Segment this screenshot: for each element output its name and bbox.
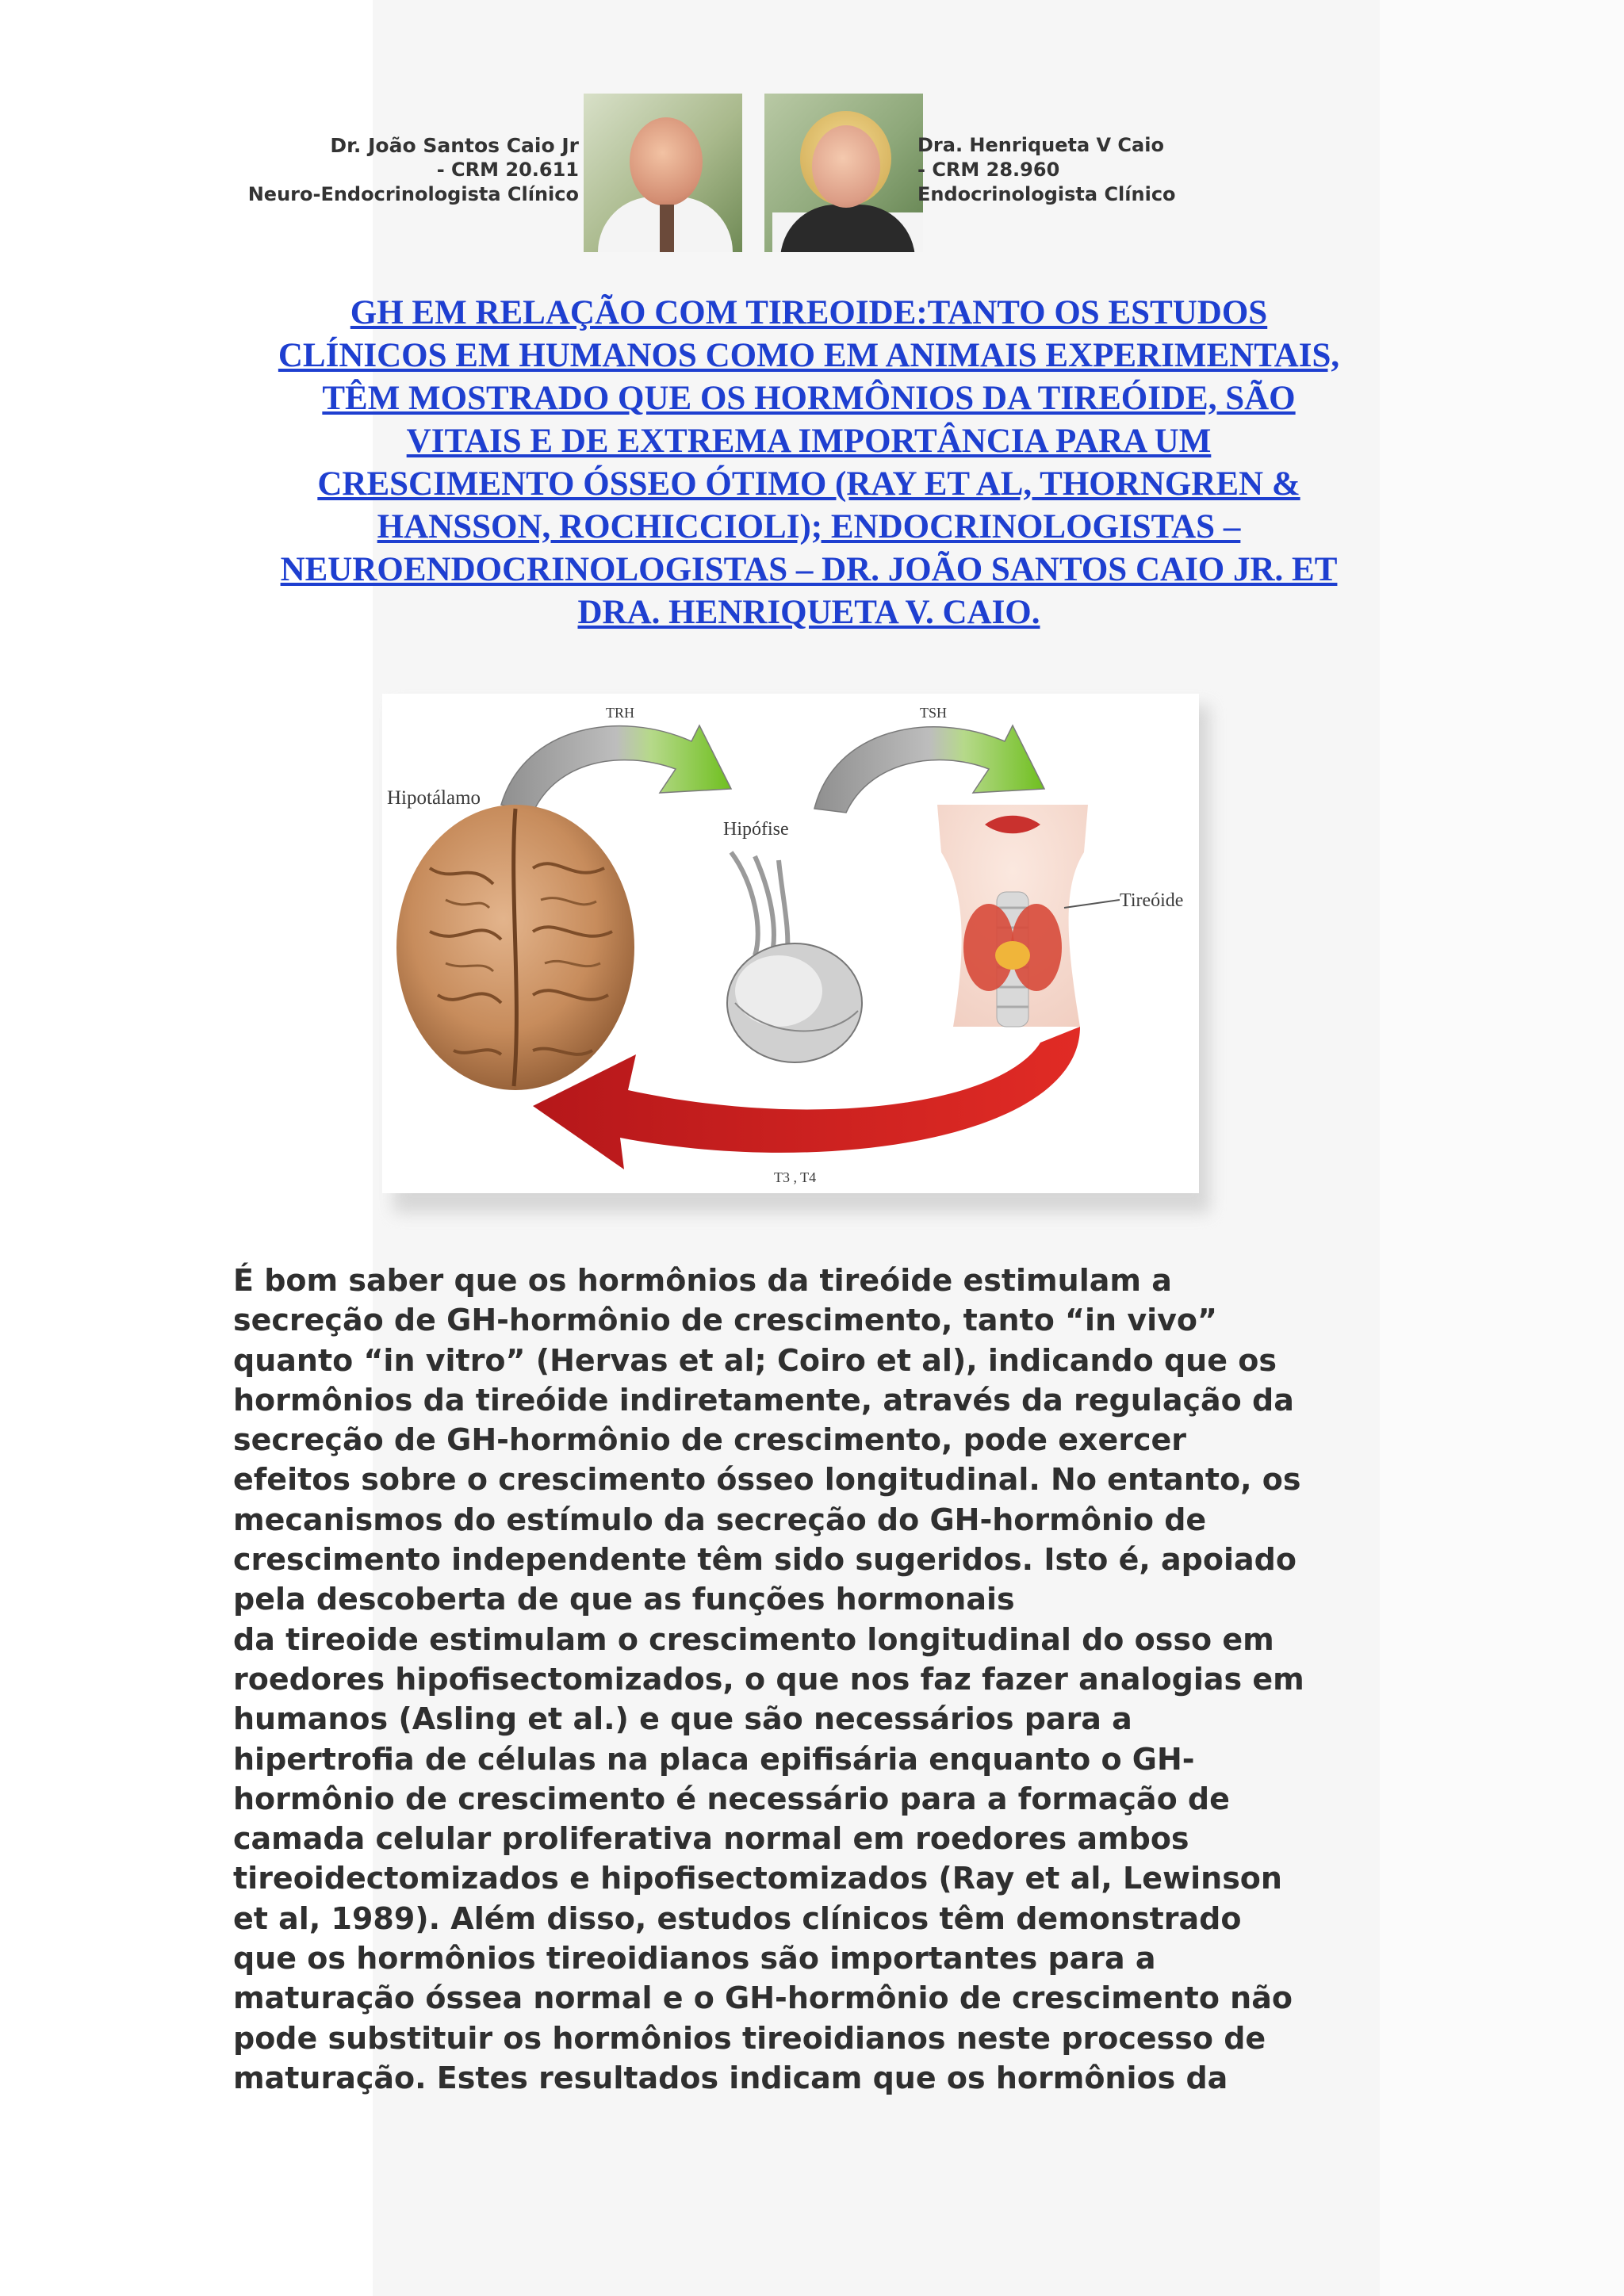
doctor2-photo [764, 94, 923, 252]
paragraph-line: maturação. Estes resultados indicam que os hormônios da [233, 2060, 1228, 2095]
neck-thyroid-illustration [937, 805, 1120, 1027]
paragraph-line: que os hormônios tireoidianos são importantes para a [233, 1941, 1156, 1976]
title-line: CLÍNICOS EM HUMANOS COMO EM ANIMAIS EXPERIMENTAIS, [278, 337, 1340, 374]
article-title-link[interactable] [230, 292, 1388, 634]
article-paragraph [233, 1261, 1423, 2098]
thyroid-axis-diagram [382, 694, 1199, 1193]
title-line: NEUROENDOCRINOLOGISTAS – DR. JOÃO SANTOS CAIO JR. ET [280, 551, 1338, 588]
paragraph-line: pode substituir os hormônios tireoidianos neste processo de [233, 2020, 1266, 2056]
brain-illustration [396, 805, 634, 1090]
paragraph-line: da tireoide estimulam o crescimento longitudinal do osso em [233, 1621, 1274, 1657]
doctor1-photo [584, 94, 742, 252]
title-line: GH EM RELAÇÃO COM TIREOIDE:TANTO OS ESTUDOS [350, 294, 1268, 331]
doctor2-crm: - CRM 28.960 [917, 159, 1060, 181]
pituitary-label: Hipófise [723, 819, 789, 840]
doctor1-specialty: Neuro-Endocrinologista Clínico [247, 183, 579, 205]
title-line: CRESCIMENTO ÓSSEO ÓTIMO (RAY ET AL, THORNGREN & [317, 465, 1300, 503]
paragraph-line: humanos (Asling et al.) e que são necessários para a [233, 1701, 1132, 1737]
doctor1-name: Dr. João Santos Caio Jr [330, 134, 579, 157]
paragraph-line: hipertrofia de células na placa epifisária enquanto o GH- [233, 1741, 1195, 1777]
doctor2-name: Dra. Henriqueta V Caio [917, 134, 1164, 156]
pituitary-illustration [727, 852, 862, 1062]
doctors-banner [238, 94, 1269, 252]
diagram-graphics [382, 694, 1199, 1193]
paragraph-line: et al, 1989). Além disso, estudos clínicos têm demonstrado [233, 1900, 1242, 1936]
paragraph-line: mecanismos do estímulo da secreção do GH-hormônio de [233, 1502, 1207, 1537]
thyroid-label: Tireóide [1120, 890, 1184, 911]
paragraph-line: maturação óssea normal e o GH-hormônio de crescimento não [233, 1980, 1293, 2016]
paragraph-line: efeitos sobre o crescimento ósseo longitudinal. No entanto, os [233, 1462, 1301, 1498]
title-line: DRA. HENRIQUETA V. CAIO. [577, 594, 1040, 631]
t3-t4-label: T3 , T4 [774, 1169, 817, 1185]
doctor1-crm: - CRM 20.611 [436, 159, 579, 181]
tsh-arrow [814, 725, 1044, 813]
title-line: TÊM MOSTRADO QUE OS HORMÔNIOS DA TIREÓIDE, SÃO [322, 380, 1296, 417]
paragraph-line: roedores hipofisectomizados, o que nos faz fazer analogias em [233, 1661, 1304, 1697]
doctor1-info [238, 133, 579, 207]
doctor2-specialty: Endocrinologista Clínico [917, 183, 1176, 205]
paragraph-line: crescimento independente têm sido sugeridos. Isto é, apoiado [233, 1542, 1297, 1578]
paragraph-line: hormônios da tireóide indiretamente, através da regulação da [233, 1382, 1294, 1418]
paragraph-line: É bom saber que os hormônios da tireóide estimulam a [233, 1263, 1172, 1298]
hypothalamus-label: Hipotálamo [387, 787, 481, 809]
paragraph-line: pela descoberta de que as funções hormonais [233, 1582, 1015, 1617]
paragraph-line: secreção de GH-hormônio de crescimento, pode exercer [233, 1422, 1187, 1458]
trh-arrow [501, 725, 731, 813]
paragraph-line: tireoidectomizados e hipofisectomizados (Ray et al, Lewinson [233, 1861, 1282, 1896]
title-line: HANSSON, ROCHICCIOLI); ENDOCRINOLOGISTAS – [377, 508, 1241, 545]
doctor2-info [917, 133, 1251, 207]
trh-label: TRH [606, 705, 634, 721]
tsh-label: TSH [920, 705, 948, 721]
paragraph-line: quanto “in vitro” (Hervas et al; Coiro et al), indicando que os [233, 1342, 1277, 1378]
paragraph-line: hormônio de crescimento é necessário para a formação de [233, 1781, 1230, 1816]
paragraph-line: secreção de GH-hormônio de crescimento, tanto “in vivo” [233, 1303, 1217, 1338]
title-line: VITAIS E DE EXTREMA IMPORTÂNCIA PARA UM [406, 423, 1212, 460]
paragraph-line: camada celular proliferativa normal em roedores ambos [233, 1821, 1189, 1857]
